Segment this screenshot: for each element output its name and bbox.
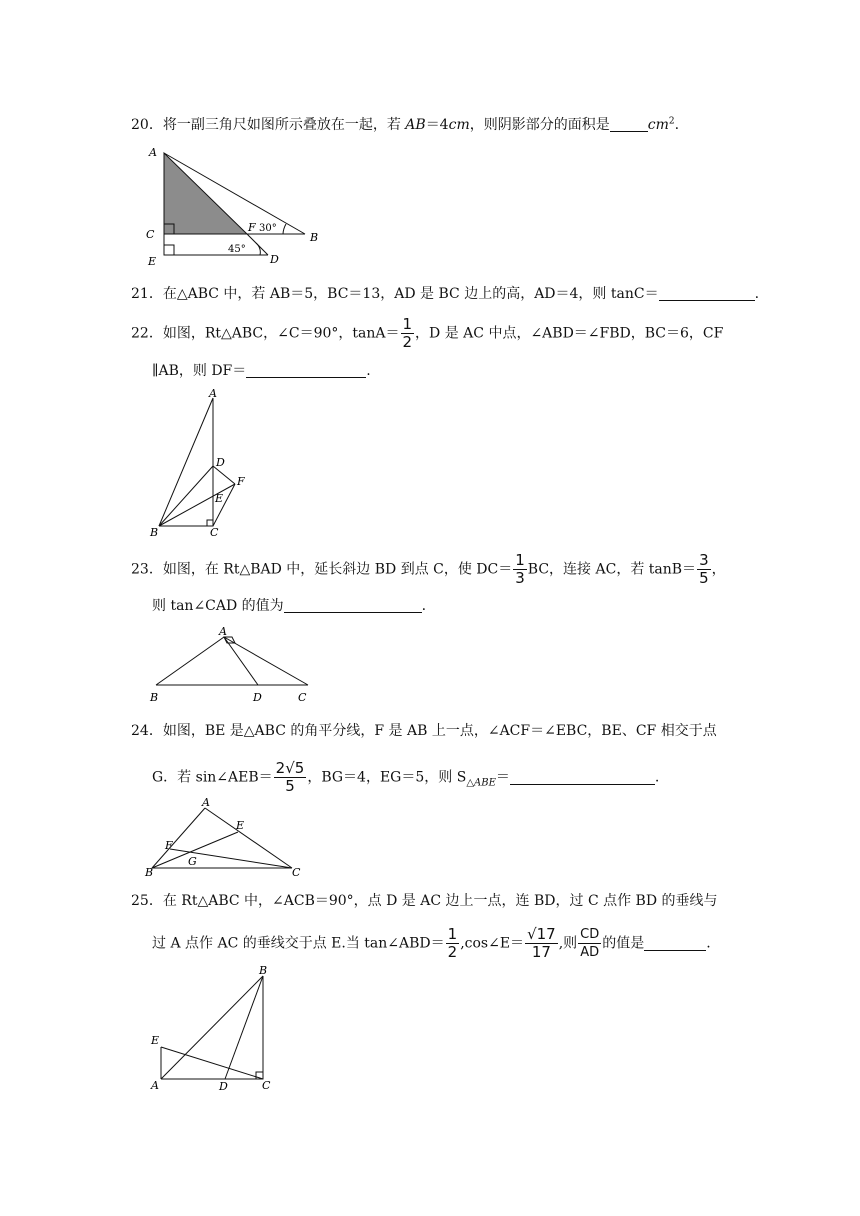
label-C: C <box>292 866 301 879</box>
label-D: D <box>270 253 279 266</box>
label-A: A <box>149 146 157 159</box>
q22-line1: 22．如图，Rt△ABC，∠C＝90°，tanA＝ $\frac{1}{2}$ ，D 是 AC 中点，∠ABD＝∠FBD，BC＝6，CF <box>131 315 724 351</box>
label-A: A <box>209 387 217 400</box>
answer-blank[interactable] <box>284 598 422 613</box>
answer-blank[interactable] <box>610 117 648 132</box>
fraction: $\frac{1}{2}$ <box>402 315 413 351</box>
angle-30-label: 30° <box>259 223 277 234</box>
fraction: $\frac{3}{5}$ <box>699 551 709 587</box>
q23-figure <box>145 624 320 706</box>
label-B: B <box>150 526 159 539</box>
label-F: F <box>237 475 245 488</box>
q24-figure <box>142 795 312 880</box>
q24-line1: 24．如图，BE 是△ABC 的角平分线，F 是 AB 上一点，∠ACF＝∠EBC，BE、CF 相交于点 <box>131 723 717 739</box>
label-E: E <box>215 492 224 505</box>
label-B: B <box>310 231 319 244</box>
q22-figure <box>145 388 255 538</box>
label-B: B <box>145 866 154 879</box>
label-B: B <box>259 964 268 977</box>
fraction: $\frac{2√5}{5}$ <box>275 759 305 795</box>
fraction: $\frac{1}{3}$ <box>515 551 525 587</box>
label-C: C <box>146 228 155 241</box>
label-C: C <box>210 526 219 539</box>
answer-blank[interactable] <box>510 770 655 785</box>
q23-line1: 23．如图，在 Rt△BAD 中，延长斜边 BD 到点 C，使 DC＝ $\frac{1}{3}$ BC，连接 AC，若 tanB＝ $\frac{3}{5}$ ， <box>131 551 726 587</box>
label-D: D <box>253 691 262 704</box>
q20-figure <box>140 140 340 270</box>
label-D: D <box>219 1080 228 1093</box>
label-B: B <box>150 691 159 704</box>
fraction: $\frac{CD}{AD}$ <box>580 927 600 960</box>
fraction: $\frac{1}{2}$ <box>447 925 458 961</box>
q25-line1: 25．在 Rt△ABC 中，∠ACB＝90°，点 D 是 AC 边上一点，连 BD，过 C 点作 BD 的垂线与 <box>131 893 718 909</box>
answer-blank[interactable] <box>644 936 706 951</box>
q25-figure <box>145 962 280 1094</box>
label-E: E <box>148 255 157 268</box>
label-A: A <box>151 1079 159 1092</box>
fraction: $\frac{√17}{17}$ <box>527 925 556 961</box>
label-E: E <box>236 819 245 832</box>
label-A: A <box>219 625 227 638</box>
angle-45-label: 45° <box>228 244 246 255</box>
label-F: F <box>248 221 256 234</box>
label-D: D <box>216 456 225 469</box>
q20-text: 20．将一副三角尺如图所示叠放在一起，若 AB＝4cm，则阴影部分的面积是 $cm^2$. <box>131 116 680 133</box>
answer-blank[interactable] <box>246 363 366 378</box>
label-G: G <box>188 855 197 868</box>
label-C: C <box>298 691 307 704</box>
q23-line2: 则 tan∠CAD 的值为 . <box>152 598 427 614</box>
q24-line2: G．若 sin∠AEB＝ $\frac{2√5}{5}$ ，BG＝4，EG＝5，则 $S_{\triangle ABE}=$ . <box>152 759 660 795</box>
label-E: E <box>151 1034 160 1047</box>
label-F: F <box>165 839 173 852</box>
q21-text: 21．在△ABC 中，若 AB＝5，BC＝13，AD 是 BC 边上的高，AD＝4，则 tanC＝ . <box>131 286 760 302</box>
q25-line2: 过 A 点作 AC 的垂线交于点 E.当 tan∠ABD＝ $\frac{1}{2}$ ,cos∠E＝ $\frac{√17}{17}$ ,则 $\frac{CD}{AD}$ 的值是 . <box>152 925 711 961</box>
label-C: C <box>262 1079 271 1092</box>
label-A: A <box>202 796 210 809</box>
answer-blank[interactable] <box>659 286 755 301</box>
q22-line2: ∥AB，则 DF＝ . <box>152 363 371 379</box>
